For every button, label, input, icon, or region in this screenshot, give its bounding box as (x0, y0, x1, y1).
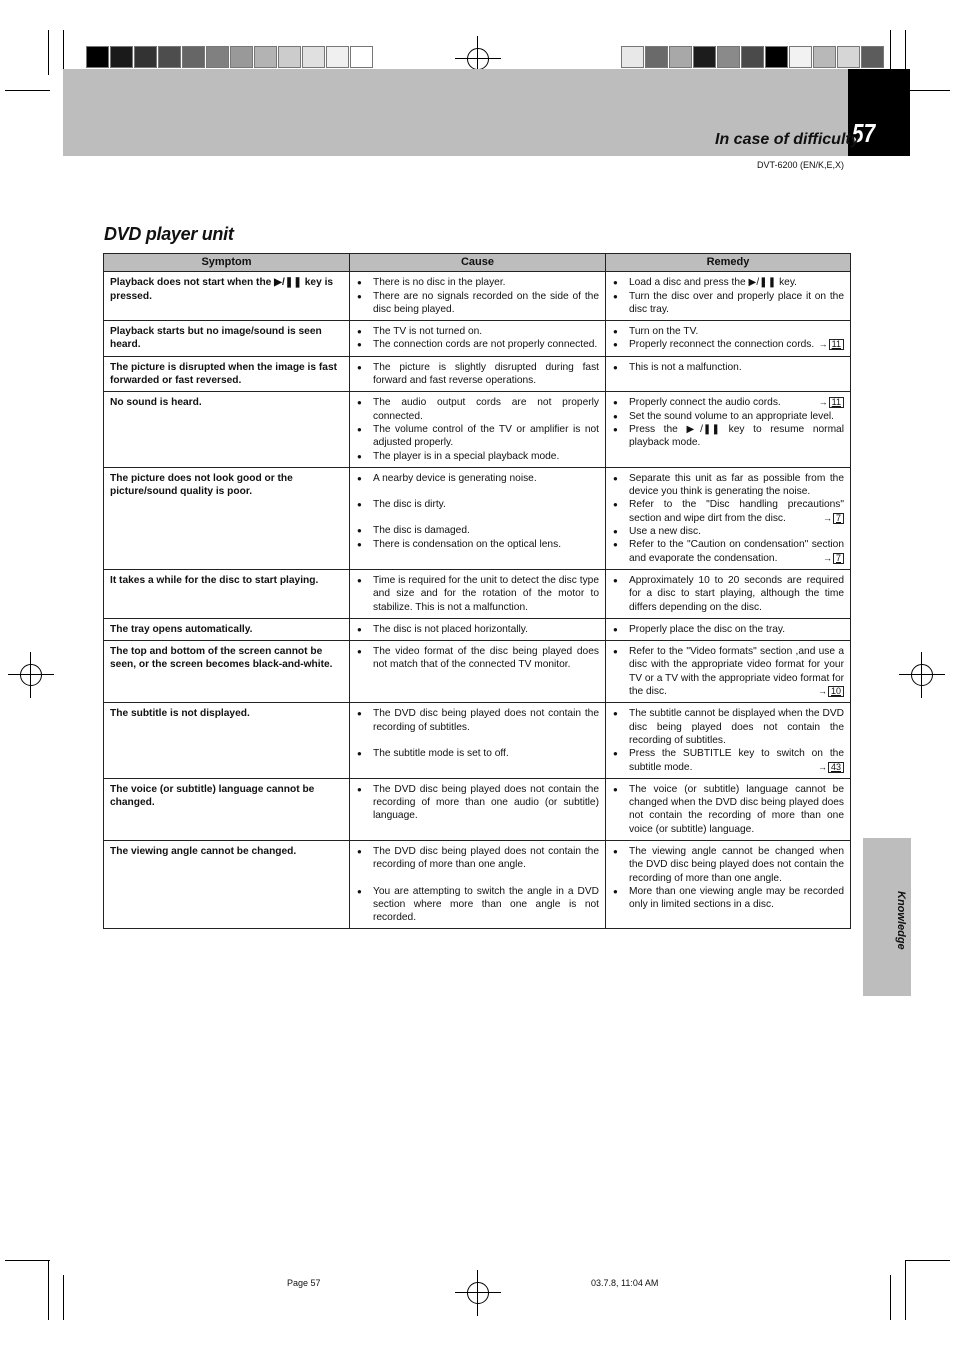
list-item-text: The DVD disc being played does not contain the recording of subtitles. (373, 708, 599, 733)
list-item-text: Properly connect the audio cords. (629, 397, 781, 409)
remedy-cell (606, 569, 851, 618)
remedy-cell (606, 321, 851, 357)
footer-timestamp: 03.7.8, 11:04 AM (591, 1278, 659, 1288)
list-item (356, 707, 599, 734)
list-item-text: Turn the disc over and properly place it on the disc tray. (629, 290, 844, 315)
table-row (104, 618, 851, 640)
color-swatch (789, 46, 812, 68)
symptom-cell: The subtitle is not displayed. (104, 703, 350, 778)
section-title: In case of difficulty (715, 131, 860, 148)
symptom-cell: The top and bottom of the screen cannot be seen, or the screen becomes black-and-white. (104, 641, 350, 703)
table-row (104, 641, 851, 703)
list-item-text: The video format of the disc being played does not match that of the connected TV monitor. (373, 646, 599, 671)
book-page-ref: 43 (828, 762, 844, 773)
troubleshooting-table (103, 253, 851, 929)
crop-mark (905, 1260, 950, 1261)
symptom-cell: No sound is heard. (104, 392, 350, 467)
list-item-text: The subtitle cannot be displayed when the DVD disc being played does not contain the recording of subtitles. (629, 708, 844, 746)
cause-cell (350, 356, 606, 392)
color-swatch (110, 46, 133, 68)
symptom-cell: The picture is disrupted when the image is fast forwarded or fast reversed. (104, 356, 350, 392)
list-item (356, 524, 599, 537)
list-item-text: A nearby device is generating noise. (373, 472, 537, 484)
bullet-list (356, 707, 599, 760)
list-item-text: The audio output cords are not properly connected. (373, 397, 599, 422)
arrow-icon: → (818, 339, 828, 350)
registration-mark-left (8, 652, 54, 698)
side-tab-label: Knowledge (895, 890, 907, 950)
list-item-text: The disc is damaged. (373, 525, 470, 537)
table-row (104, 467, 851, 569)
model-code: DVT-6200 (EN/K,E,X) (757, 160, 845, 170)
book-page-ref: 10 (828, 686, 844, 697)
crop-mark (5, 90, 50, 91)
remedy-cell (606, 840, 851, 928)
list-item (612, 325, 844, 338)
page-reference (823, 512, 844, 525)
color-swatch (813, 46, 836, 68)
book-page-ref: 11 (829, 397, 844, 408)
bullet-list (612, 361, 844, 374)
remedy-cell (606, 272, 851, 321)
cause-cell (350, 703, 606, 778)
list-item (612, 290, 844, 317)
color-swatch (134, 46, 157, 68)
page-reference (819, 338, 844, 351)
bullet-list (356, 361, 599, 388)
bullet-list (612, 574, 844, 614)
symptom-cell: The voice (or subtitle) language cannot be changed. (104, 778, 350, 840)
crop-mark (905, 90, 950, 91)
page-reference (818, 685, 844, 698)
remedy-cell (606, 618, 851, 640)
color-swatch (254, 46, 277, 68)
footer-page-label: Page 57 (287, 1278, 321, 1288)
list-item (356, 538, 599, 551)
list-item (612, 472, 844, 499)
list-item-text: The viewing angle cannot be changed when the DVD disc being played does not contain the recording of more than one angle. (629, 845, 844, 884)
list-item-text: Load a disc and press the ▶/❚❚ key. (629, 277, 797, 289)
list-item-text: Time is required for the unit to detect the disc type and size and for the rotation of the motor to stabilize. This is not a malfunction. (373, 574, 599, 613)
list-item (612, 338, 844, 351)
crop-mark (890, 1275, 891, 1320)
list-item-text: The subtitle mode is set to off. (373, 747, 509, 759)
list-item (356, 472, 599, 485)
column-header: Symptom (104, 254, 350, 272)
bullet-list (356, 845, 599, 924)
page-heading: DVD player unit (104, 224, 234, 244)
list-item-text: Refer to the "Caution on condensation" section and evaporate the condensation. (629, 539, 844, 564)
list-item (612, 574, 844, 614)
bullet-list (612, 396, 844, 449)
arrow-icon: → (822, 512, 832, 523)
list-item-text: The player is in a special playback mode. (373, 450, 560, 462)
crop-mark (905, 1260, 906, 1320)
page-number: 57 (852, 118, 876, 148)
page-reference (818, 761, 844, 774)
color-swatch (861, 46, 884, 68)
book-page-ref: 11 (829, 339, 844, 350)
bullet-list (612, 472, 844, 565)
list-item (612, 423, 844, 450)
color-swatch (86, 46, 109, 68)
symptom-cell: Playback starts but no image/sound is seen heard. (104, 321, 350, 357)
remedy-cell (606, 641, 851, 703)
color-swatch (717, 46, 740, 68)
list-item-text: The disc is not placed horizontally. (373, 623, 528, 635)
table-header-row (104, 254, 851, 272)
remedy-cell (606, 356, 851, 392)
list-item (356, 783, 599, 823)
table-row (104, 356, 851, 392)
list-item (612, 410, 844, 423)
color-swatch (326, 46, 349, 68)
bullet-list (356, 645, 599, 672)
list-item-text: There is condensation on the optical lens. (373, 538, 562, 550)
list-item (612, 396, 844, 409)
column-header: Remedy (606, 254, 851, 272)
color-bar-left (86, 46, 374, 68)
registration-mark-bottom (455, 1270, 501, 1316)
bullet-list (612, 645, 844, 698)
crop-mark (48, 30, 49, 75)
arrow-icon: → (822, 552, 832, 563)
page-reference (819, 396, 844, 409)
bullet-list (356, 574, 599, 614)
arrow-icon: → (817, 761, 827, 772)
list-item-text: There are no signals recorded on the side of the disc being played. (373, 290, 599, 315)
list-item-text: Properly reconnect the connection cords. (629, 339, 815, 351)
list-item-text: There is no disc in the player. (373, 277, 506, 289)
list-item-text: Turn on the TV. (629, 326, 699, 338)
list-item-text: The disc is dirty. (373, 499, 446, 511)
bullet-list (356, 472, 599, 551)
bullet-list (356, 325, 599, 352)
cause-cell (350, 569, 606, 618)
color-swatch (278, 46, 301, 68)
arrow-icon: → (818, 397, 828, 408)
list-item (612, 276, 844, 289)
color-swatch (837, 46, 860, 68)
registration-mark-right (899, 652, 945, 698)
cause-cell (350, 272, 606, 321)
cause-cell (350, 392, 606, 467)
color-swatch (741, 46, 764, 68)
list-item-text: The voice (or subtitle) language cannot be changed when the DVD disc being played does not contain the recording of more than one voice (or subtitle) language. (629, 783, 844, 835)
bullet-list (612, 276, 844, 316)
crop-mark (63, 1275, 64, 1320)
bullet-list (356, 276, 599, 316)
list-item-text: The volume control of the TV or amplifier is not adjusted properly. (373, 423, 599, 449)
list-item (612, 538, 844, 565)
list-item-text: The DVD disc being played does not contain the recording of more than one audio (or subtitle) language. (373, 783, 599, 822)
list-item-text: Press the ▶/❚❚ key to resume normal playback mode. (629, 423, 844, 449)
symptom-cell: It takes a while for the disc to start playing. (104, 569, 350, 618)
bullet-list (612, 845, 844, 911)
list-item (356, 338, 599, 351)
table-row (104, 703, 851, 778)
remedy-cell (606, 467, 851, 569)
symptom-cell: The picture does not look good or the picture/sound quality is poor. (104, 467, 350, 569)
table-row (104, 392, 851, 467)
list-item-text: The DVD disc being played does not contain the recording of more than one angle. (373, 845, 599, 871)
color-swatch (645, 46, 668, 68)
table-row (104, 321, 851, 357)
bullet-list (356, 396, 599, 462)
list-item-text: Press the SUBTITLE key to switch on the subtitle mode. (629, 748, 844, 773)
table-row (104, 840, 851, 928)
color-swatch (182, 46, 205, 68)
list-item (356, 450, 599, 463)
list-item-text: More than one viewing angle may be recorded only in limited sections in a disc. (629, 885, 844, 911)
list-item (356, 845, 599, 872)
list-item (612, 498, 844, 525)
list-item (612, 845, 844, 885)
symptom-cell: The viewing angle cannot be changed. (104, 840, 350, 928)
list-item (612, 361, 844, 374)
cause-cell (350, 467, 606, 569)
color-swatch (350, 46, 373, 68)
color-swatch (693, 46, 716, 68)
color-swatch (206, 46, 229, 68)
list-item-text: Refer to the "Video formats" section ,and use a disc with the appropriate video format for your TV or a TV with the appropriate video format for the disc. (629, 646, 844, 698)
remedy-cell (606, 392, 851, 467)
table-row (104, 569, 851, 618)
bullet-list (356, 623, 599, 636)
cause-cell (350, 321, 606, 357)
cause-cell (350, 778, 606, 840)
symptom-cell: Playback does not start when the ▶/❚❚ key is pressed. (104, 272, 350, 321)
table-row (104, 272, 851, 321)
bullet-list (356, 783, 599, 823)
crop-mark (48, 1260, 49, 1320)
list-item (356, 574, 599, 614)
list-item-text: Properly place the disc on the tray. (629, 623, 786, 635)
cause-cell (350, 840, 606, 928)
list-item-text: The TV is not turned on. (373, 326, 483, 338)
column-header: Cause (350, 254, 606, 272)
list-item (356, 276, 599, 289)
color-bar-right (621, 46, 885, 68)
bullet-list (612, 325, 844, 352)
list-item-text: Use a new disc. (629, 526, 701, 538)
page-reference (823, 552, 844, 565)
symptom-cell: The tray opens automatically. (104, 618, 350, 640)
color-swatch (302, 46, 325, 68)
list-item (356, 325, 599, 338)
bullet-list (612, 707, 844, 773)
color-swatch (765, 46, 788, 68)
bullet-list (612, 623, 844, 636)
color-swatch (158, 46, 181, 68)
list-item-text: Separate this unit as far as possible from the device you think is generating the noise. (629, 472, 844, 498)
list-item (612, 885, 844, 912)
book-page-ref: 7 (833, 513, 844, 524)
remedy-cell (606, 703, 851, 778)
list-item (612, 623, 844, 636)
bullet-list (612, 783, 844, 836)
list-item-text: The picture is slightly disrupted during fast forward and fast reverse operations. (373, 361, 599, 387)
list-item (612, 783, 844, 836)
list-item (612, 747, 844, 774)
list-item-text: You are attempting to switch the angle in a DVD section where more than one angle is not recorded. (373, 885, 599, 924)
cause-cell (350, 618, 606, 640)
book-page-ref: 7 (833, 553, 844, 564)
crop-mark (5, 1260, 50, 1261)
list-item (612, 525, 844, 538)
list-item-text: The connection cords are not properly connected. (373, 339, 598, 351)
list-item (356, 747, 599, 760)
remedy-cell (606, 778, 851, 840)
list-item (356, 623, 599, 636)
color-swatch (669, 46, 692, 68)
list-item (356, 396, 599, 423)
list-item (356, 498, 599, 511)
list-item (356, 645, 599, 672)
list-item (356, 361, 599, 388)
list-item-text: Refer to the "Disc handling precautions" section and wipe dirt from the disc. (629, 499, 844, 524)
color-swatch (621, 46, 644, 68)
list-item (612, 645, 844, 698)
list-item (356, 885, 599, 925)
list-item-text: Approximately 10 to 20 seconds are required for a disc to start playing, although the time differs depending on the disc. (629, 574, 844, 613)
list-item-text: Set the sound volume to an appropriate level. (629, 410, 835, 422)
list-item-text: This is not a malfunction. (629, 361, 742, 373)
list-item (356, 423, 599, 450)
arrow-icon: → (817, 686, 827, 697)
table-row (104, 778, 851, 840)
cause-cell (350, 641, 606, 703)
color-swatch (230, 46, 253, 68)
list-item (356, 290, 599, 317)
list-item (612, 707, 844, 747)
